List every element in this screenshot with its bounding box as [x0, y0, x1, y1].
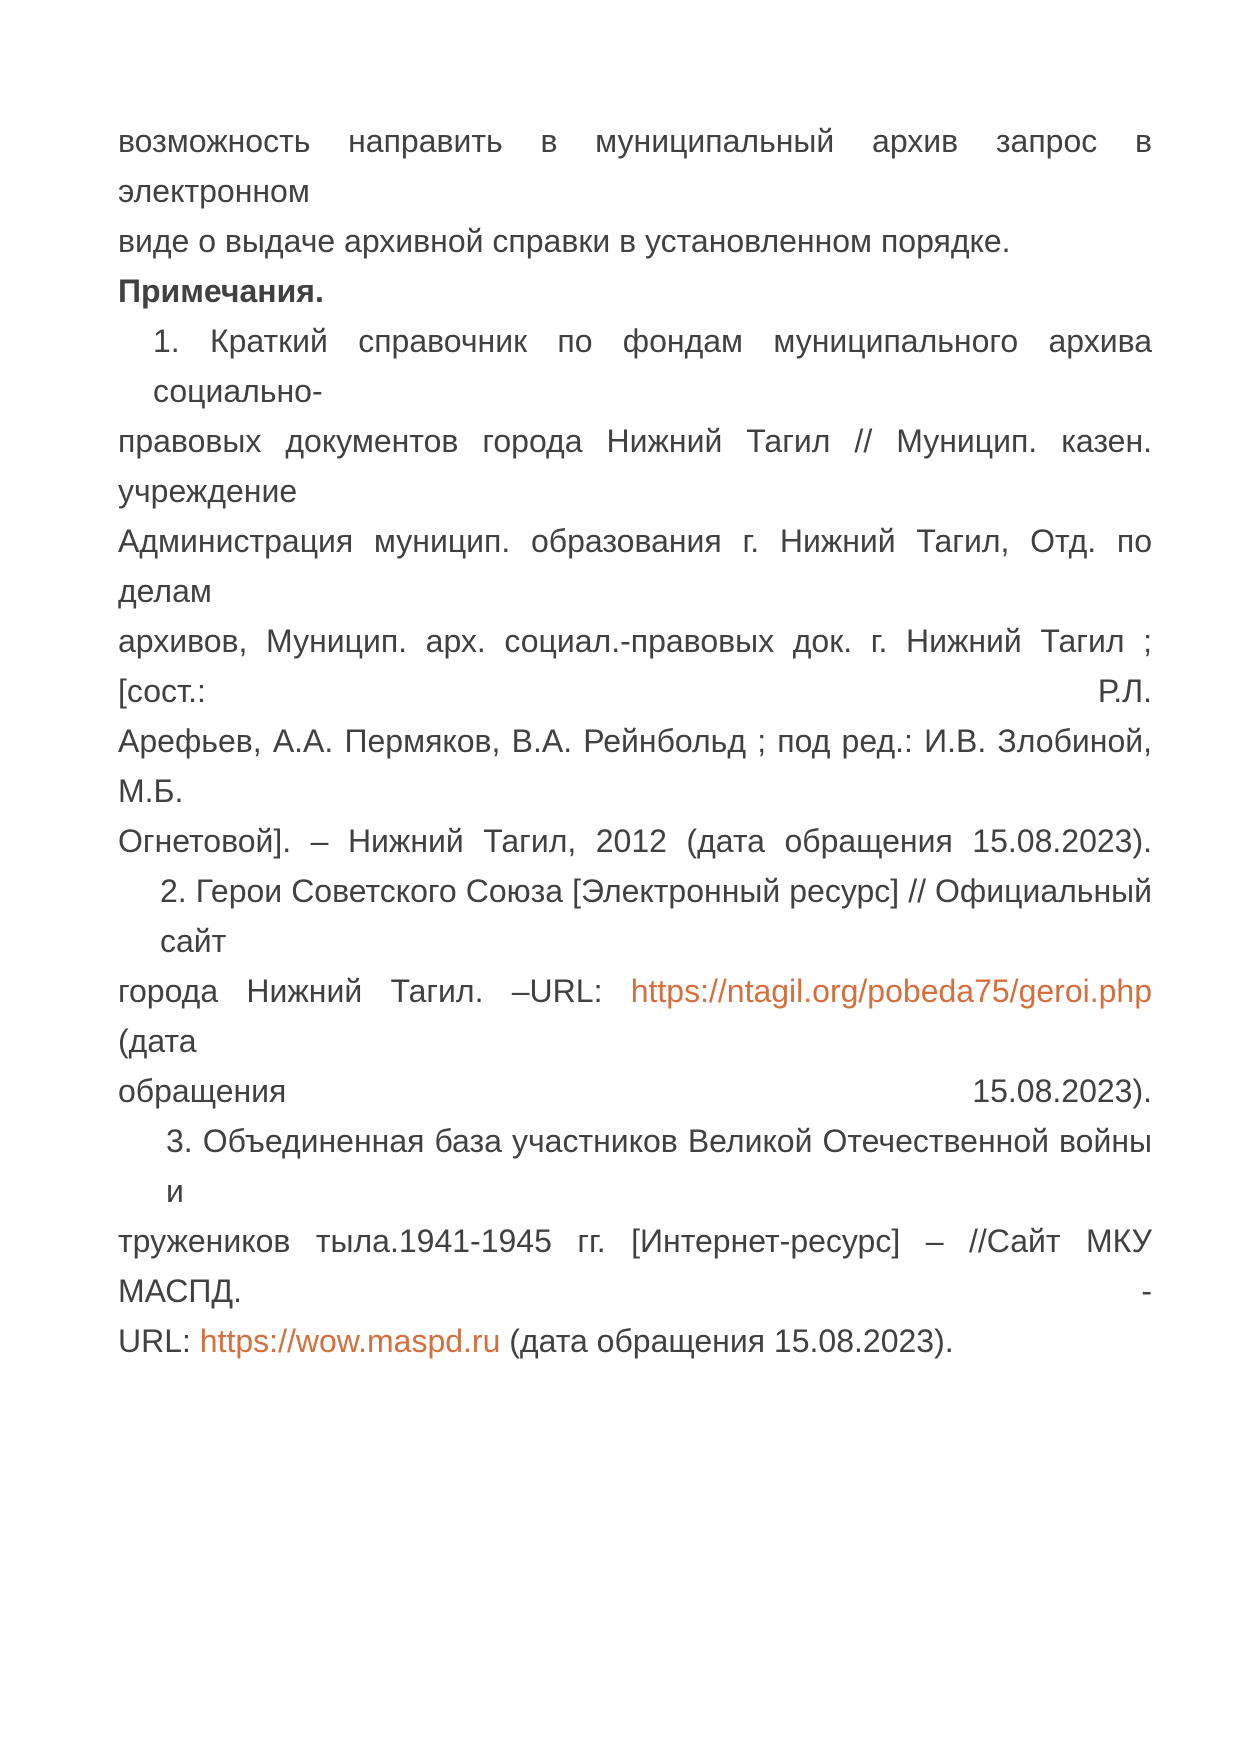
text-line: [118, 866, 1152, 966]
text-run: 3. Объединенная база участников Великой Отечественной войны и: [166, 1123, 1152, 1209]
text-line: [118, 216, 1152, 266]
text-run: (дата обращения 15.08.2023).: [500, 1323, 954, 1359]
text-line: [118, 616, 1152, 716]
text-line: [118, 1066, 1152, 1116]
text-run: возможность направить в муниципальный архив запрос в электронном: [118, 123, 1152, 209]
text-run: города Нижний Тагил. –URL:: [118, 973, 631, 1009]
text-run: Огнетовой]. – Нижний Тагил, 2012 (дата обращения 15.08.2023).: [118, 823, 1152, 859]
text-line: [118, 1116, 1152, 1216]
text-line: [118, 1316, 1152, 1366]
text-run: Арефьев, А.А. Пермяков, В.А. Рейнбольд ; под ред.: И.В. Злобиной, М.Б.: [118, 723, 1152, 809]
hyperlink[interactable]: https://ntagil.org/pobeda75/geroi.php: [630, 973, 1152, 1009]
text-line: [118, 1216, 1152, 1316]
text-run: обращения: [118, 1073, 973, 1109]
text-line: [118, 316, 1152, 416]
text-run: Администрация муницип. образования г. Нижний Тагил, Отд. по делам: [118, 523, 1152, 609]
text-line: [118, 416, 1152, 516]
text-line: [118, 266, 1152, 316]
text-run: правовых документов города Нижний Тагил // Муницип. казен. учреждение: [118, 423, 1152, 509]
text-line: [118, 516, 1152, 616]
text-run: тружеников тыла.1941-1945 гг. [Интернет-ресурс] – //Сайт МКУ МАСПД. -: [118, 1223, 1152, 1309]
text-run: архивов, Муницип. арх. социал.-правовых док. г. Нижний Тагил ; [сост.: Р.Л.: [118, 623, 1152, 709]
text-line: [118, 116, 1152, 216]
text-run: URL:: [118, 1323, 200, 1359]
text-run: 15.08.2023).: [972, 1073, 1152, 1109]
text-run: 2. Герои Советского Союза [Электронный ресурс] // Официальный сайт: [160, 873, 1152, 959]
text-run: (дата: [118, 1023, 197, 1059]
text-run: виде о выдаче архивной справки в установленном порядке.: [118, 223, 1011, 259]
text-run: 1. Краткий справочник по фондам муниципального архива социально-: [153, 323, 1152, 409]
text-line: [118, 716, 1152, 816]
text-block: [118, 116, 1152, 1366]
hyperlink[interactable]: https://wow.maspd.ru: [199, 1323, 501, 1359]
text-line: [118, 816, 1152, 866]
heading-run: Примечания.: [118, 273, 324, 309]
text-line: [118, 966, 1152, 1066]
